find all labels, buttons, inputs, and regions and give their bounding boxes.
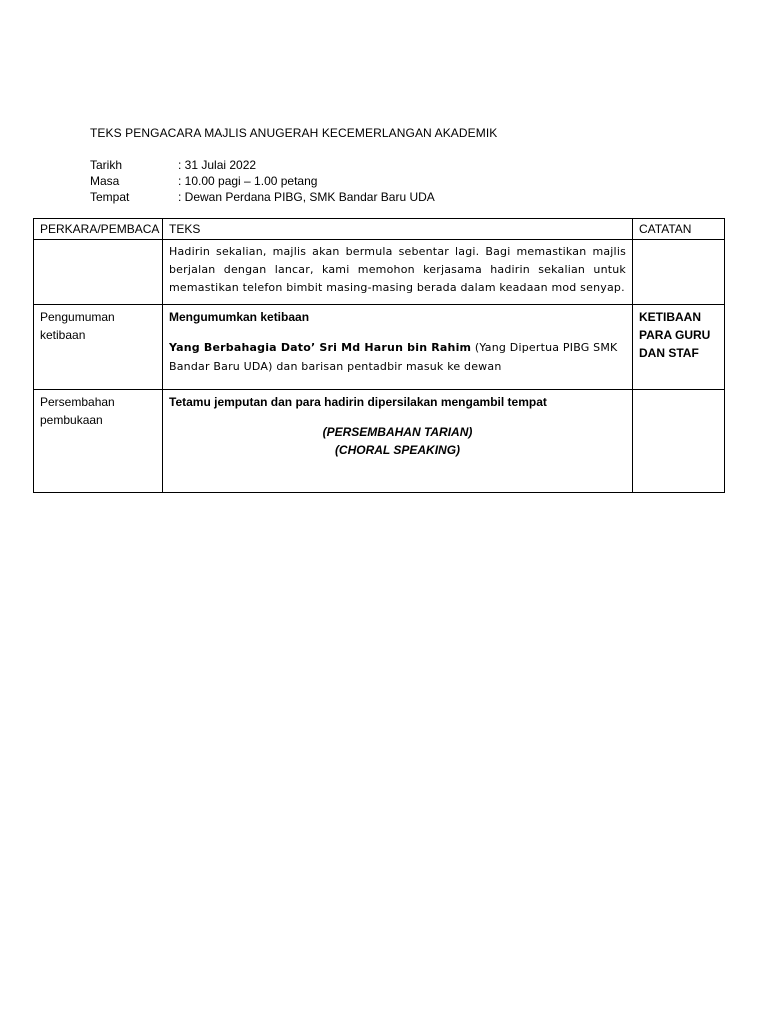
- date-row: [90, 157, 435, 173]
- header-teks: TEKS: [163, 219, 633, 240]
- venue-label: Tempat: [90, 190, 130, 204]
- table-row: [34, 390, 725, 493]
- announcement-text: [169, 338, 626, 376]
- cell-perkara: Persembahan pembukaan: [34, 390, 163, 493]
- announcement-heading: Mengumumkan ketibaan: [169, 310, 310, 324]
- event-details: [90, 157, 435, 205]
- time-row: [90, 173, 435, 189]
- venue-value: : Dewan Perdana PIBG, SMK Bandar Baru UDA: [178, 190, 435, 204]
- date-label: Tarikh: [90, 158, 123, 172]
- cell-catatan: KETIBAAN PARA GURU DAN STAF: [633, 305, 725, 390]
- table-row: [34, 240, 725, 305]
- cell-perkara: [34, 240, 163, 305]
- header-catatan: CATATAN: [633, 219, 725, 240]
- time-label: Masa: [90, 174, 120, 188]
- opening-heading: Tetamu jemputan dan para hadirin dipersilakan mengambil tempat: [169, 395, 547, 409]
- venue-row: [90, 189, 435, 205]
- performance-item: (CHORAL SPEAKING): [334, 443, 461, 457]
- cell-catatan: [633, 240, 725, 305]
- table-row: [34, 305, 725, 390]
- time-value: : 10.00 pagi – 1.00 petang: [178, 174, 318, 188]
- cell-teks: [163, 305, 633, 390]
- cell-teks: [163, 390, 633, 493]
- cell-teks: Hadirin sekalian, majlis akan bermula sebentar lagi. Bagi memastikan majlis berjalan dengan lancar, kami memohon kerjasama hadirin sekalian untuk memastikan telefon bimbit masing-masing berada dalam keadaan mod senyap.: [163, 240, 633, 305]
- cell-catatan: [633, 390, 725, 493]
- table-header-row: [34, 219, 725, 240]
- programme-table: [33, 218, 725, 493]
- document-title: TEKS PENGACARA MAJLIS ANUGERAH KECEMERLANGAN AKADEMIK: [90, 126, 498, 140]
- guest-description: (Yang Dipertua PIBG SMK Bandar Baru UDA) dan barisan pentadbir masuk ke dewan: [169, 341, 618, 373]
- date-value: : 31 Julai 2022: [178, 158, 257, 172]
- header-perkara: PERKARA/PEMBACA: [34, 219, 163, 240]
- performance-item: (PERSEMBAHAN TARIAN): [322, 425, 473, 439]
- guest-name: Yang Berbahagia Dato’ Sri Md Harun bin Rahim: [169, 341, 472, 354]
- cell-perkara: Pengumuman ketibaan: [34, 305, 163, 390]
